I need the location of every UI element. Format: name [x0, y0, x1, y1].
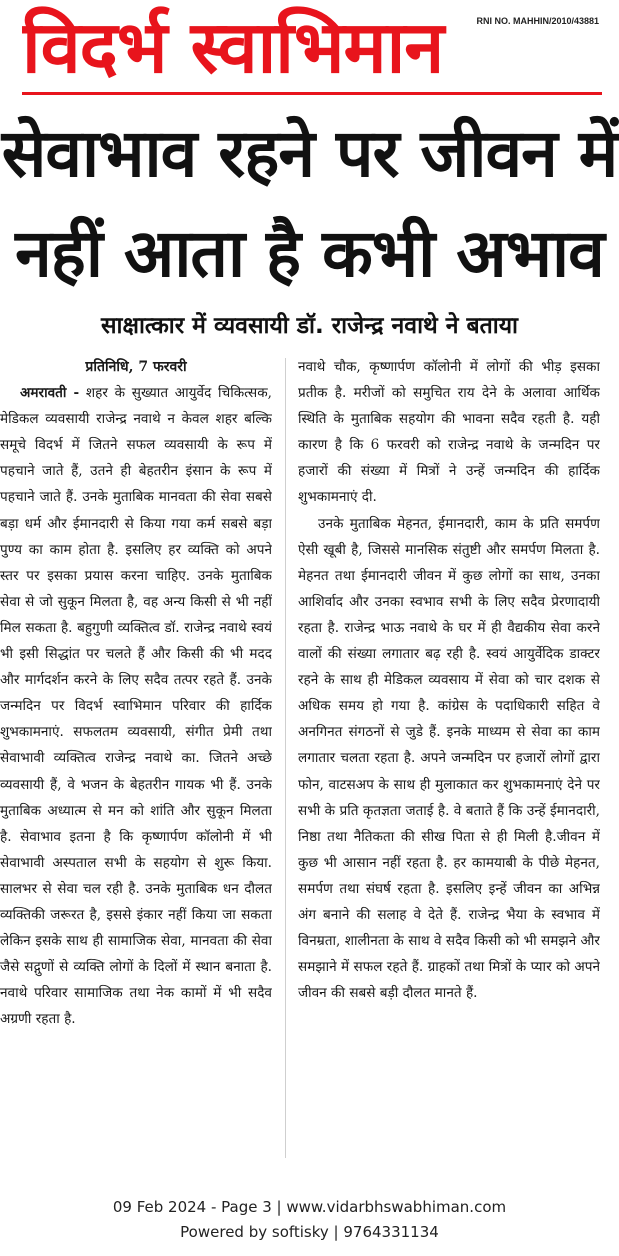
footer-powered-by: Powered by softisky | 9764331134 — [180, 1223, 439, 1241]
subheadline: साक्षात्कार में व्यवसायी डॉ. राजेन्द्र नवाथे ने बताया — [100, 313, 518, 339]
article-paragraph — [0, 380, 272, 1032]
masthead-rule — [22, 92, 602, 95]
footer-date-page: 09 Feb 2024 - Page 3 | www.vidarbhswabhiman.com — [112, 1198, 507, 1216]
rni-number: RNI NO. MAHHIN/2010/43881 — [476, 16, 599, 26]
article-column-left — [0, 354, 272, 1166]
newspaper-logo: विदर्भ स्वाभिमान — [22, 5, 444, 89]
masthead — [0, 0, 619, 100]
article-column-right — [298, 354, 600, 1166]
article-text: शहर के सुख्यात आयुर्वेद चिकित्सक, मेडिकल व्यवसायी राजेन्द्र नवाथे न केवल शहर बल्कि समूचे विदर्भ में जितने सफल व्यवसायी के रूप में पहचाने जाते हैं, उतने ही बेहतरीन इंसान के रूप में पहचाने जाते हैं. उनके मुताबिक मानवता की सेवा सबसे बड़ा धर्म और ईमानदारी से किया गया कर्म सबसे बड़ा पुण्य का काम होता है. इसलिए हर व्यक्ति को अपने स्तर पर इसका प्रयास करना चाहिए. उनके मुताबिक सेवा से जो सुकून मिलता है, वह अन्य किसी से भी नहीं मिल सकता है. बहुगुणी व्यक्तित्व डॉ. राजेन्द्र नवाथे स्वयं भी इसी सिद्धांत पर चलते हैं और किसी की भी मदद और मार्गदर्शन करने के लिए सदैव तत्पर रहते हैं. उनके जन्मदिन पर विदर्भ स्वाभिमान परिवार की हार्दिक शुभकामनाएं. सफलतम व्यवसायी, संगीत प्रेमी तथा सेवाभावी व्यक्तित्व राजेन्द्र नवाथे का. जितने अच्छे व्यवसायी हैं, वे भजन के बेहतरीन गायक भी हैं. उनके मुताबिक अध्यात्म से मन को शांति और सुकून मिलता है. सेवाभाव इतना है कि कृष्णार्पण कॉलोनी में भी सेवाभावी अस्पताल सभी के सहयोग से शुरू किया. सालभर से सेवा चल रही है. उनके मुताबिक धन दौलत व्यक्तिकी जरूरत है, इससे इंकार नहीं किया जा सकता लेकिन इसके साथ ही सामाजिक सेवा, मानवता की सेवा जैसे सद्गुणों से व्यक्ति लोगों के दिलों में स्थान बनाता है. नवाथे परिवार सामाजिक तथा नेक कामों में भी सदैव अग्रणी रहता है. — [0, 385, 272, 1028]
city-lead: अमरावती - — [20, 385, 80, 402]
column-divider — [285, 358, 286, 1158]
headline-line-2: नहीं आता है कभी अभाव — [15, 215, 604, 292]
article-paragraph: उनके मुताबिक मेहनत, ईमानदारी, काम के प्रति समर्पण ऐसी खूबी है, जिससे मानसिक संतुष्टी और समर्पण मिलता है. मेहनत तथा ईमानदारी जीवन में कुछ लोगों का साथ, उनका आशिर्वाद और उनका स्वभाव सभी के लिए सदैव प्रेरणादायी रहता है. राजेन्द्र भाऊ नवाथे के घर में ही वैद्यकीय सेवा करने वालों की संख्या लगातार बढ़ रही है. स्वयं आयुर्वेदिक डाक्टर रहने के साथ ही मेडिकल व्यवसाय में सेवा को चार दशक से अधिक समय हो गया है. कांग्रेस के पदाधिकारी सहित वे अनगिनत संगठनों से जुडे हैं. इनके माध्यम से सेवा का काम लगातार चलता रहता है. अपने जन्मदिन पर हजारों लोगों द्वारा फोन, वाटसअप के साथ ही मुलाकात कर शुभकामनाएं देने पर सभी के प्रति कृतज्ञता जताई है. वे बताते हैं कि उन्हें ईमानदारी, निष्ठा तथा नैतिकता की सीख पिता से ही मिली है.जीवन में कुछ भी आसान नहीं रहता है. हर कामयाबी के पीछे मेहनत, समर्पण तथा संघर्ष रहता है. इसलिए इन्हें जीवन का अभिन्न अंग बनाने की सलाह वे देते हैं. राजेन्द्र भैया के स्वभाव में विनम्रता, शालीनता के साथ वे सदैव किसी को भी समझने और समझाने में सफल रहते हैं. ग्राहकों तथा मित्रों के प्यार को अपने जीवन की सबसे बड़ी दौलत मानते हैं. — [298, 515, 600, 1002]
dateline: प्रतिनिधि, 7 फरवरी — [85, 359, 187, 375]
headline-line-1: सेवाभाव रहने पर जीवन में — [1, 115, 618, 192]
article-paragraph: नवाथे चौक, कृष्णार्पण कॉलोनी में लोगों की भीड़ इसका प्रतीक है. मरीजों को समुचित राय देने के अलावा आर्थिक स्थिति के मुताबिक सहयोग की भावना सदैव रहती है. यही कारण है कि 6 फरवरी को राजेन्द्र नवाथे के जन्मदिन पर हजारों की संख्या में मित्रों ने उन्हें जन्मदिन की हार्दिक शुभकामनाएं दी. — [298, 359, 600, 506]
